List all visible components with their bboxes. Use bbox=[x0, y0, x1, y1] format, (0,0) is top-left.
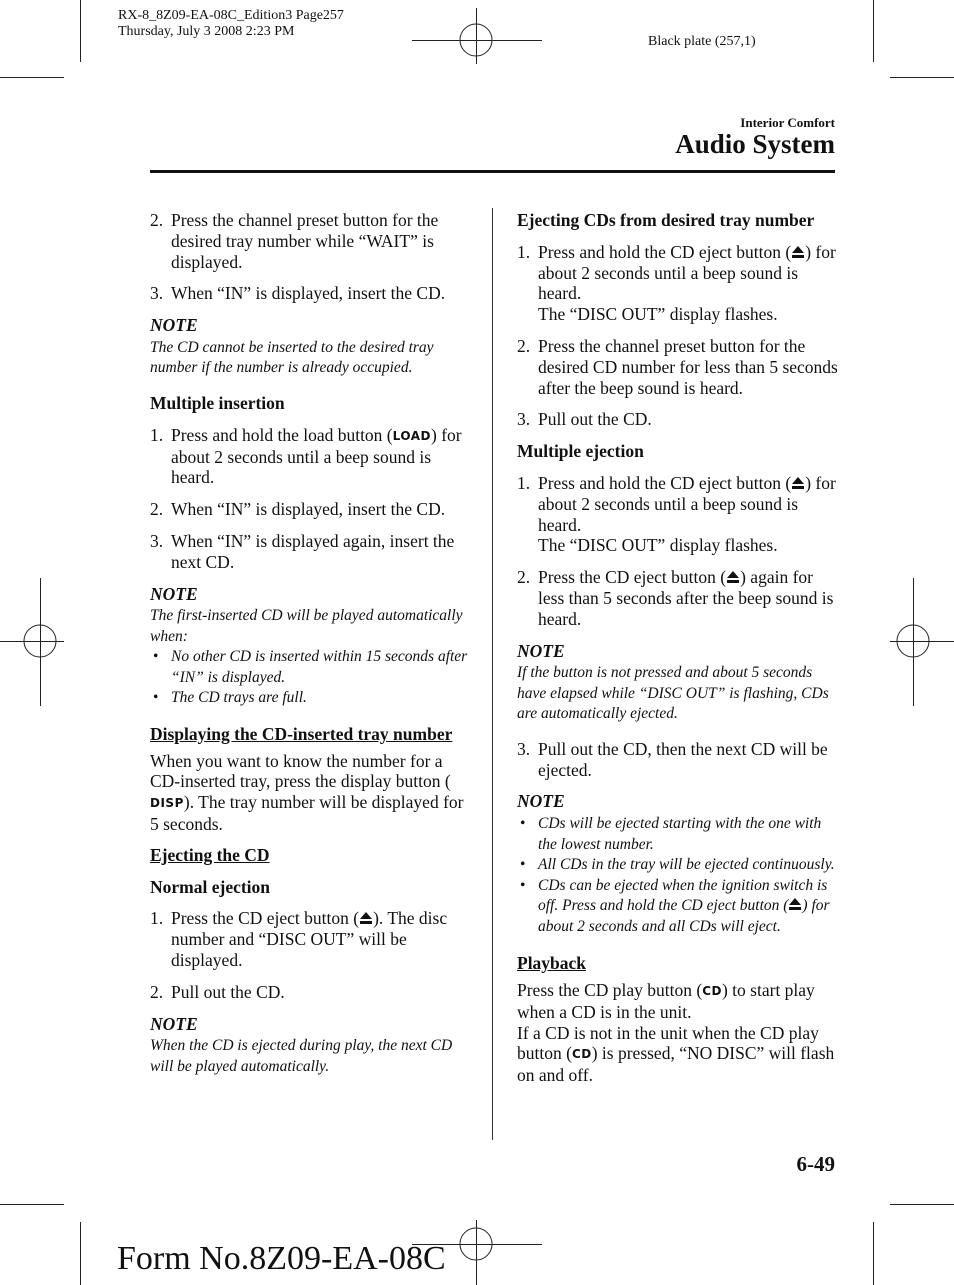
list-item bbox=[150, 283, 468, 304]
step-number: 2. bbox=[517, 335, 531, 356]
bullet-text: No other CD is inserted within 15 seconds after “IN” is displayed. bbox=[171, 648, 468, 686]
bullet-text: All CDs in the tray will be ejected continuously. bbox=[538, 856, 835, 874]
list-item bbox=[150, 982, 468, 1003]
step-text: When “IN” is displayed again, insert the next CD. bbox=[171, 530, 455, 572]
disp-button-icon: DISP bbox=[150, 796, 184, 811]
paragraph-text: ) is pressed, “NO DISC” will flash on and off. bbox=[517, 1043, 835, 1086]
load-button-icon: LOAD bbox=[392, 428, 431, 443]
list-item bbox=[150, 908, 468, 970]
paragraph-text: ) to start play when a CD is in the unit. bbox=[517, 980, 815, 1022]
desired-tray-heading: Ejecting CDs from desired tray number bbox=[517, 210, 815, 230]
step-text: Pull out the CD, then the next CD will be ejected. bbox=[538, 738, 828, 780]
step-number: 1. bbox=[150, 908, 164, 929]
bullet-text: CDs will be ejected starting with the one with the lowest number. bbox=[538, 815, 822, 853]
list-item bbox=[150, 531, 468, 573]
step-text: ) for about 2 seconds until a beep sound is heard. bbox=[538, 472, 836, 535]
step-text: The “DISC OUT” display flashes. bbox=[538, 535, 778, 556]
step-text: ). The disc number and “DISC OUT” will be displayed. bbox=[171, 908, 448, 971]
step-number: 1. bbox=[517, 241, 531, 262]
eject-icon bbox=[359, 912, 373, 925]
step-text: Pull out the CD. bbox=[171, 981, 285, 1002]
list-item bbox=[150, 210, 468, 272]
list-item bbox=[517, 409, 839, 430]
list-item bbox=[517, 567, 839, 629]
list-item bbox=[517, 739, 839, 781]
step-text: ) again for less than 5 seconds after the beep sound is heard. bbox=[538, 567, 834, 629]
note-bullet: • CDs will be ejected starting with the one with the lowest number. bbox=[520, 815, 822, 853]
note-heading: NOTE bbox=[150, 1013, 198, 1034]
step-text: When “IN” is displayed, insert the CD. bbox=[171, 499, 446, 520]
bullet-text: ) for about 2 seconds and all CDs will eject. bbox=[538, 897, 830, 935]
note-heading: NOTE bbox=[150, 583, 198, 604]
section-label: Interior Comfort bbox=[740, 115, 835, 130]
multiple-ejection-heading: Multiple ejection bbox=[517, 441, 644, 462]
playback-paragraph bbox=[517, 1023, 839, 1086]
note-text: If the button is not pressed and about 5 seconds have elapsed while “DISC OUT” is flashing, CDs are automatically ejected. bbox=[517, 664, 829, 723]
playback-heading: Playback bbox=[517, 953, 587, 974]
step-text: Press and hold the load button ( bbox=[171, 424, 393, 445]
print-header-line1: RX-8_8Z09-EA-08C_Edition3 Page257 bbox=[118, 8, 344, 23]
plate-label: Black plate (257,1) bbox=[648, 34, 756, 49]
cd-button-icon: CD bbox=[571, 1047, 592, 1062]
eject-icon bbox=[726, 571, 740, 584]
step-text: Press and hold the CD eject button ( bbox=[538, 472, 792, 493]
page-number: 6-49 bbox=[796, 1152, 835, 1176]
bullet-text: CDs can be ejected when the ignition switch is off. Press and hold the CD eject button ( bbox=[538, 876, 828, 915]
note-bullet: • No other CD is inserted within 15 seconds after “IN” is displayed. bbox=[153, 648, 468, 686]
step-number: 3. bbox=[150, 283, 164, 304]
step-text: Press the CD eject button ( bbox=[171, 908, 360, 929]
list-item bbox=[517, 242, 839, 325]
right-column bbox=[517, 210, 839, 1086]
display-tray-heading: Displaying the CD-inserted tray number bbox=[150, 723, 453, 744]
step-number: 2. bbox=[150, 981, 164, 1002]
normal-ejection-heading: Normal ejection bbox=[150, 876, 271, 897]
step-text: Press the channel preset button for the desired tray number while “WAIT” is displayed. bbox=[171, 210, 439, 272]
step-text: Pull out the CD. bbox=[538, 409, 652, 430]
note-bullet: • CDs can be ejected when the ignition switch is off. Press and hold the CD eject button ( ) for about 2 seconds and all CDs will eject. bbox=[520, 876, 830, 935]
footer-form-number: Form No.8Z09-EA-08C bbox=[117, 1240, 446, 1277]
paragraph-text: Press the CD play button ( bbox=[517, 980, 703, 1001]
left-column bbox=[150, 210, 468, 1091]
note-heading: NOTE bbox=[150, 315, 198, 336]
list-item bbox=[150, 499, 468, 520]
list-item bbox=[150, 425, 468, 488]
step-text: Press the channel preset button for the desired CD number for less than 5 seconds after the beep sound is heard. bbox=[538, 335, 838, 398]
note-text: When the CD is ejected during play, the next CD will be played automatically. bbox=[150, 1037, 453, 1075]
bullet-text: The CD trays are full. bbox=[171, 689, 307, 707]
paragraph-text: ). The tray number will be displayed for 5 seconds. bbox=[150, 792, 464, 835]
step-number: 3. bbox=[517, 409, 531, 430]
list-item bbox=[517, 336, 839, 398]
step-number: 2. bbox=[517, 567, 531, 588]
note-bullet: • All CDs in the tray will be ejected continuously. bbox=[520, 856, 835, 874]
display-tray-paragraph bbox=[150, 751, 468, 835]
step-number: 2. bbox=[150, 210, 164, 230]
step-text: ) for about 2 seconds until a beep sound is heard. bbox=[171, 424, 462, 488]
cd-button-icon: CD bbox=[702, 984, 722, 999]
playback-paragraph bbox=[517, 980, 839, 1023]
header-rule bbox=[150, 170, 835, 173]
paragraph-text: If a CD is not in the unit when the CD play button ( bbox=[517, 1022, 819, 1064]
note-bullet: • The CD trays are full. bbox=[153, 689, 307, 707]
step-number: 1. bbox=[517, 472, 531, 493]
step-number: 1. bbox=[150, 424, 164, 445]
list-item bbox=[517, 473, 839, 556]
ejecting-heading: Ejecting the CD bbox=[150, 844, 270, 865]
step-text: Press and hold the CD eject button ( bbox=[538, 241, 792, 262]
eject-icon bbox=[788, 898, 802, 911]
step-text: The “DISC OUT” display flashes. bbox=[538, 304, 778, 325]
eject-icon bbox=[791, 246, 805, 259]
step-text: When “IN” is displayed, insert the CD. bbox=[171, 283, 446, 304]
step-text: Press the CD eject button ( bbox=[538, 567, 727, 588]
column-divider bbox=[492, 208, 493, 1140]
print-header-line2: Thursday, July 3 2008 2:23 PM bbox=[118, 24, 295, 39]
note-text: The CD cannot be inserted to the desired tray number if the number is already occupied. bbox=[150, 338, 434, 377]
eject-icon bbox=[791, 477, 805, 490]
note-text: The first-inserted CD will be played automatically when: bbox=[150, 607, 463, 645]
note-heading: NOTE bbox=[517, 640, 565, 661]
paragraph-text: When you want to know the number for a CD-inserted tray, press the display button ( bbox=[150, 750, 451, 792]
step-number: 2. bbox=[150, 499, 164, 520]
note-heading: NOTE bbox=[517, 791, 565, 812]
step-number: 3. bbox=[150, 530, 164, 551]
page-title: Audio System bbox=[675, 129, 835, 159]
multiple-insertion-heading: Multiple insertion bbox=[150, 392, 285, 413]
step-text: ) for about 2 seconds until a beep sound is heard. bbox=[538, 241, 836, 304]
step-number: 3. bbox=[517, 738, 531, 759]
